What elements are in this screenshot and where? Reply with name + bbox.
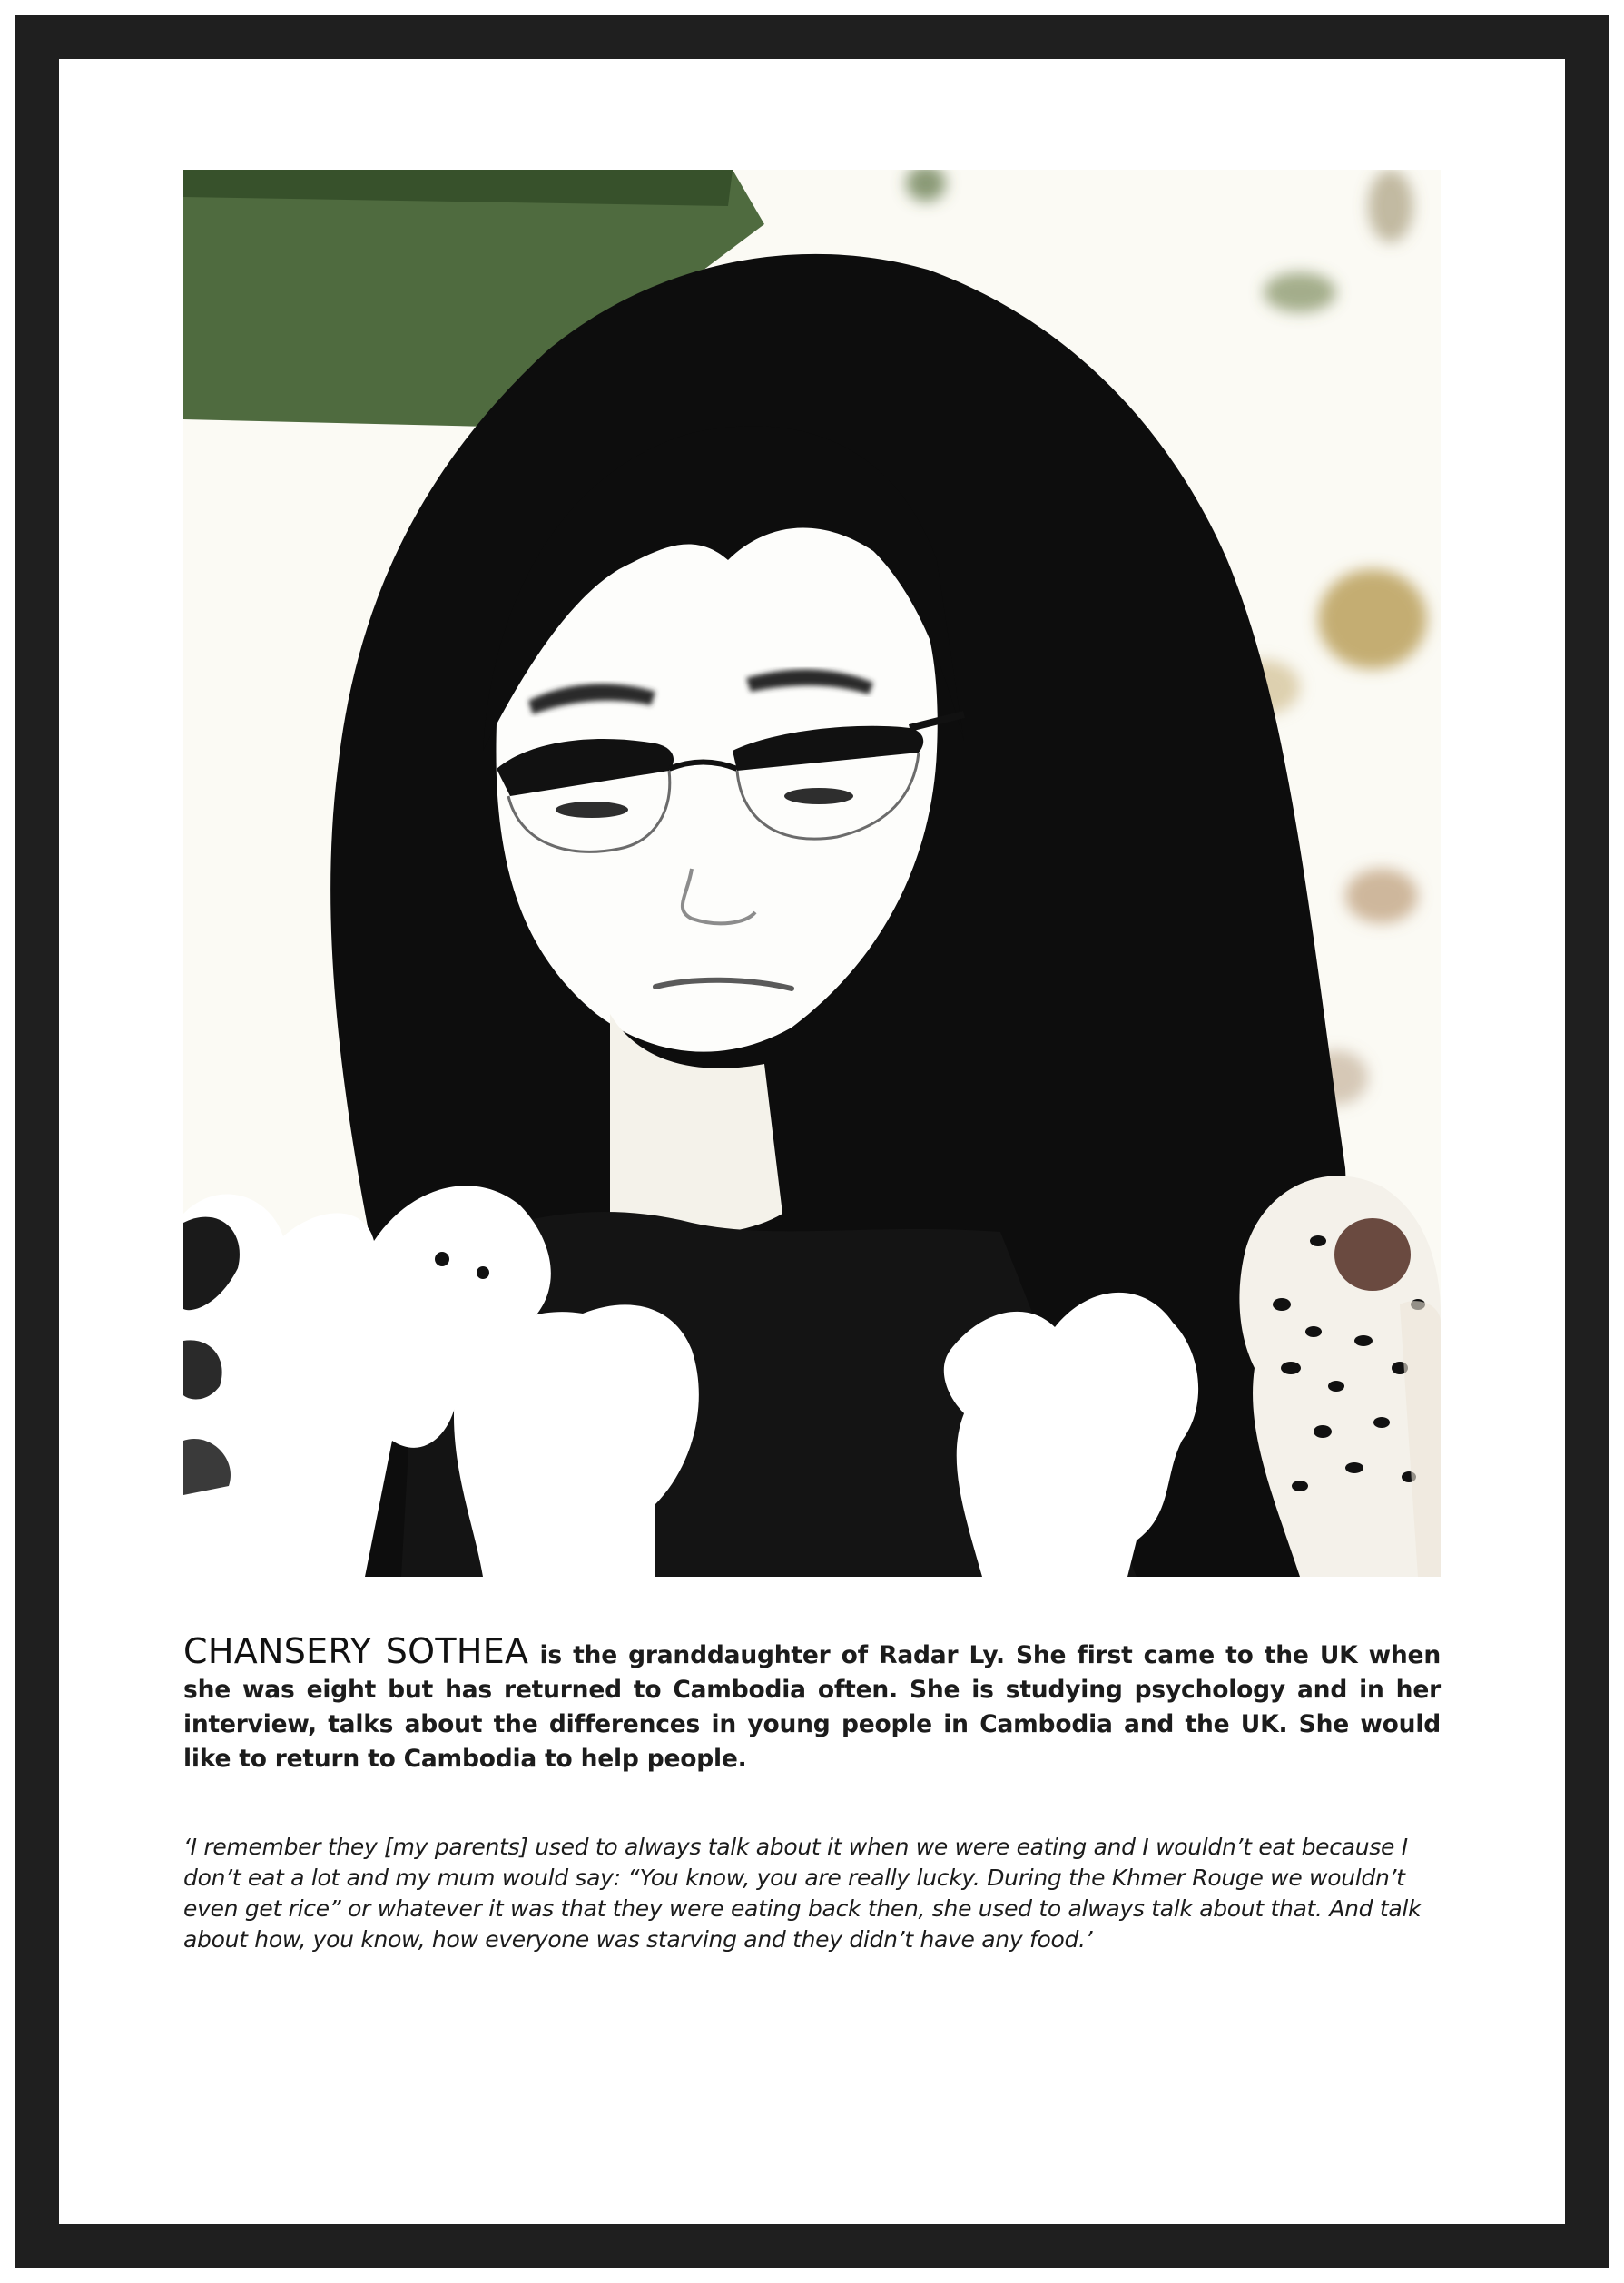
interview-quote: ‘I remember they [my parents] used to always talk about it when we were eating and I wouldn’t eat because I don’t eat a lot and my mum would say: “You know, you are really lucky. During the Khmer Rouge we wouldn’t even get rice” or whatever it was that they were eating back then, she used to always talk about that. And talk about how, you know, how everyone was starving and they didn’t have any food.’ [183, 1834, 1422, 1953]
bio-text: is the granddaughter of Radar Ly. She first came to the UK when she was eight but has returned to Cambodia often. She is studying psychology and in her interview, talks about the differences in young people in Cambodia and the UK. She would like to return to Cambodia to help people. [183, 1641, 1441, 1773]
bio-paragraph [183, 1631, 1441, 1776]
person-name: CHANSERY SOTHEA [183, 1631, 529, 1671]
portrait-photo [183, 170, 1441, 1577]
